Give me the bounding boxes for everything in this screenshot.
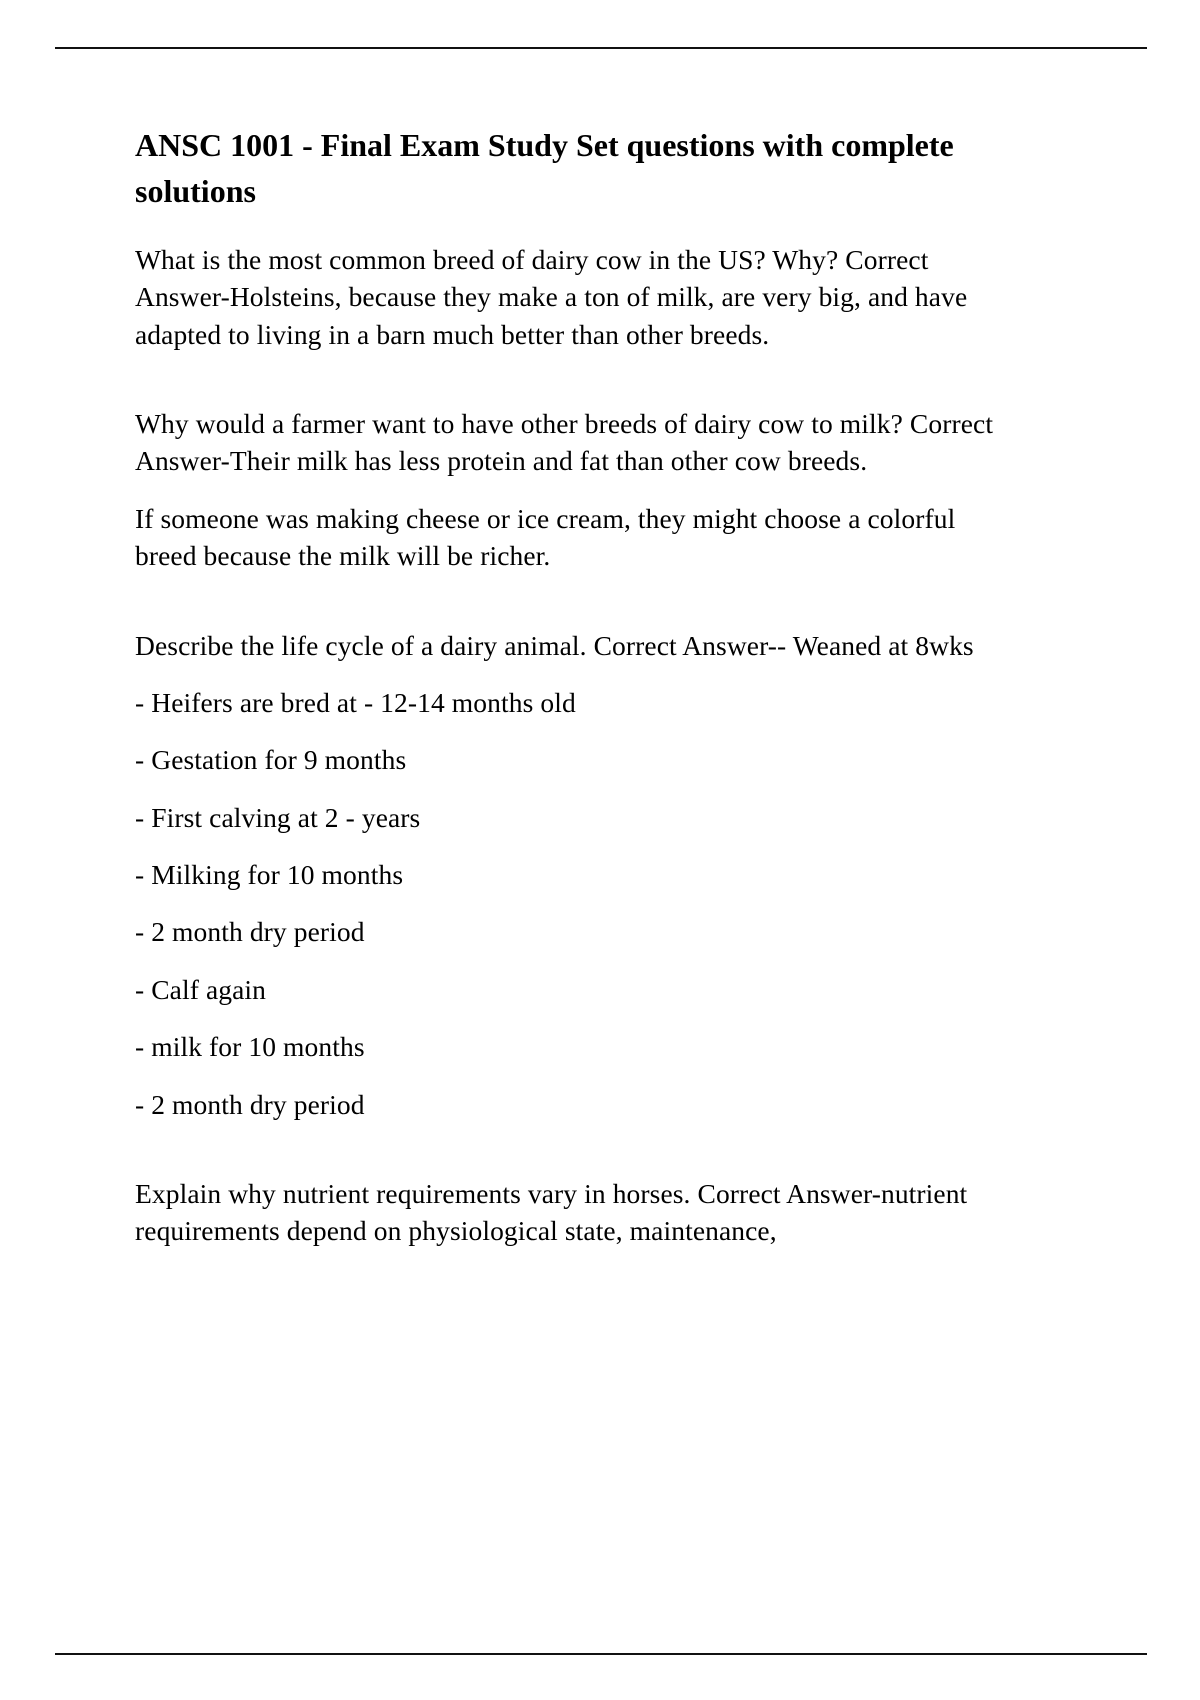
paragraph-cheese-ice-cream: If someone was making cheese or ice cream, they might choose a colorful breed because the milk will be richer. xyxy=(135,502,956,572)
list-item-calf-again: - Calf again xyxy=(135,973,267,1005)
list-item-gestation: - Gestation for 9 months xyxy=(135,744,407,776)
list-item-dry-period-2: - 2 month dry period xyxy=(135,1088,365,1120)
list-item-milking: - Milking for 10 months xyxy=(135,859,404,891)
list-item-first-calving: - First calving at 2 - years xyxy=(135,801,421,833)
paragraph-life-cycle-question: Describe the life cycle of a dairy animal. Correct Answer-- Weaned at 8wks xyxy=(135,629,974,661)
top-rule xyxy=(55,47,1147,49)
paragraph-other-breeds-question: Why would a farmer want to have other breeds of dairy cow to milk? Correct Answer-Their milk has less protein and fat than other cow breeds. xyxy=(135,407,994,477)
list-item-heifers-bred: - Heifers are bred at - 12-14 months old xyxy=(135,686,576,718)
list-item-milk-10-months: - milk for 10 months xyxy=(135,1031,365,1063)
paragraph-horse-nutrients-question: Explain why nutrient requirements vary in horses. Correct Answer-nutrient requirements depend on physiological state, maintenance, xyxy=(135,1178,968,1247)
document-title: ANSC 1001 - Final Exam Study Set questions with complete solutions xyxy=(135,127,954,210)
bottom-rule xyxy=(55,1653,1147,1655)
document-page xyxy=(135,122,997,1270)
list-item-dry-period-1: - 2 month dry period xyxy=(135,916,365,948)
paragraph-dairy-breed-question: What is the most common breed of dairy cow in the US? Why? Correct Answer-Holsteins, because they make a ton of milk, are very big, and have adapted to living in a barn much better than other breeds. xyxy=(135,243,968,350)
